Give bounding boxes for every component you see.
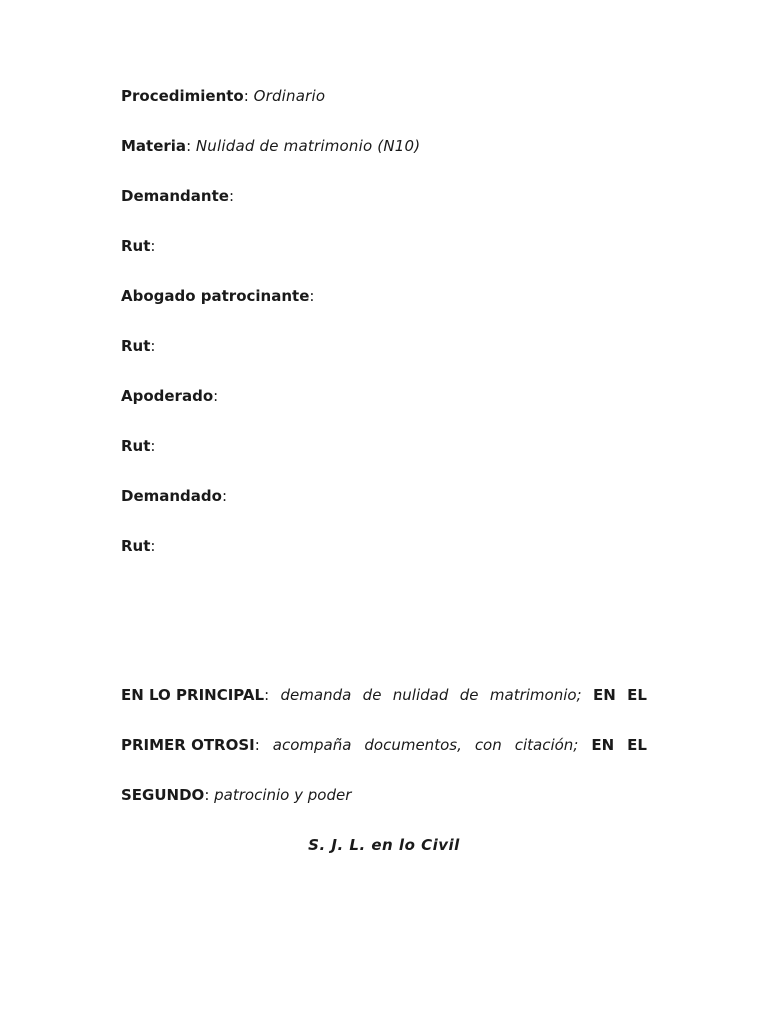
field-rut-apoderado xyxy=(121,436,155,456)
sumilla-segment xyxy=(121,735,260,755)
court-addressee: S. J. L. en lo Civil xyxy=(308,836,460,854)
field-label: Rut xyxy=(121,437,151,455)
sumilla-heading-en: EN xyxy=(592,686,616,704)
field-label: Apoderado xyxy=(121,387,214,405)
field-value: Ordinario xyxy=(253,87,326,105)
field-colon: : xyxy=(221,487,228,505)
sumilla-colon: : xyxy=(254,736,260,754)
sumilla-word: de xyxy=(459,686,479,704)
field-demandante xyxy=(121,186,234,206)
field-label: Demandante xyxy=(121,187,229,205)
sumilla-line-3 xyxy=(121,785,647,805)
sumilla-word: de xyxy=(362,686,382,704)
field-materia xyxy=(121,136,420,156)
field-rut-demandado xyxy=(121,536,155,556)
field-demandado xyxy=(121,486,227,506)
field-label: Procedimiento xyxy=(121,87,244,105)
field-value: Nulidad de matrimonio (N10) xyxy=(195,137,421,155)
sumilla-word: documentos, xyxy=(364,736,462,754)
sumilla-heading-en-lo-principal: EN LO PRINCIPAL xyxy=(121,686,265,704)
field-procedimiento xyxy=(121,86,325,106)
field-colon: : xyxy=(186,137,196,155)
sumilla-heading-en: EN xyxy=(591,736,615,754)
sumilla-word: nulidad xyxy=(392,686,449,704)
sumilla-colon: : xyxy=(204,786,210,804)
field-colon: : xyxy=(150,337,156,355)
field-rut-demandante xyxy=(121,236,155,256)
field-colon: : xyxy=(150,537,156,555)
field-label: Materia xyxy=(121,137,187,155)
field-colon: : xyxy=(228,187,234,205)
sumilla-text: patrocinio y poder xyxy=(214,786,352,804)
field-colon: : xyxy=(150,437,156,455)
sumilla-heading-segundo: SEGUNDO xyxy=(121,786,205,804)
sumilla-segment xyxy=(121,685,269,705)
sumilla-word: citación; xyxy=(514,736,579,754)
field-colon: : xyxy=(150,237,156,255)
sumilla-word: demanda xyxy=(280,686,352,704)
sumilla-word: con xyxy=(474,736,502,754)
sumilla-colon: : xyxy=(264,686,270,704)
field-label: Demandado xyxy=(121,487,222,505)
field-label: Rut xyxy=(121,337,151,355)
field-rut-abogado xyxy=(121,336,155,356)
sumilla-heading-el: EL xyxy=(627,686,647,704)
sumilla-heading-el: EL xyxy=(627,736,647,754)
sumilla-line-1 xyxy=(121,685,647,705)
field-colon: : xyxy=(213,387,219,405)
sumilla-word: acompaña xyxy=(272,736,352,754)
sumilla-word: matrimonio; xyxy=(489,686,582,704)
field-apoderado xyxy=(121,386,218,406)
field-abogado-patrocinante xyxy=(121,286,314,306)
field-colon: : xyxy=(309,287,315,305)
field-label: Rut xyxy=(121,237,151,255)
field-label: Abogado patrocinante xyxy=(121,287,310,305)
sumilla-heading-primer-otrosi: PRIMER OTROSI xyxy=(121,736,255,754)
field-label: Rut xyxy=(121,537,151,555)
sumilla-line-2 xyxy=(121,735,647,755)
field-colon: : xyxy=(243,87,254,105)
